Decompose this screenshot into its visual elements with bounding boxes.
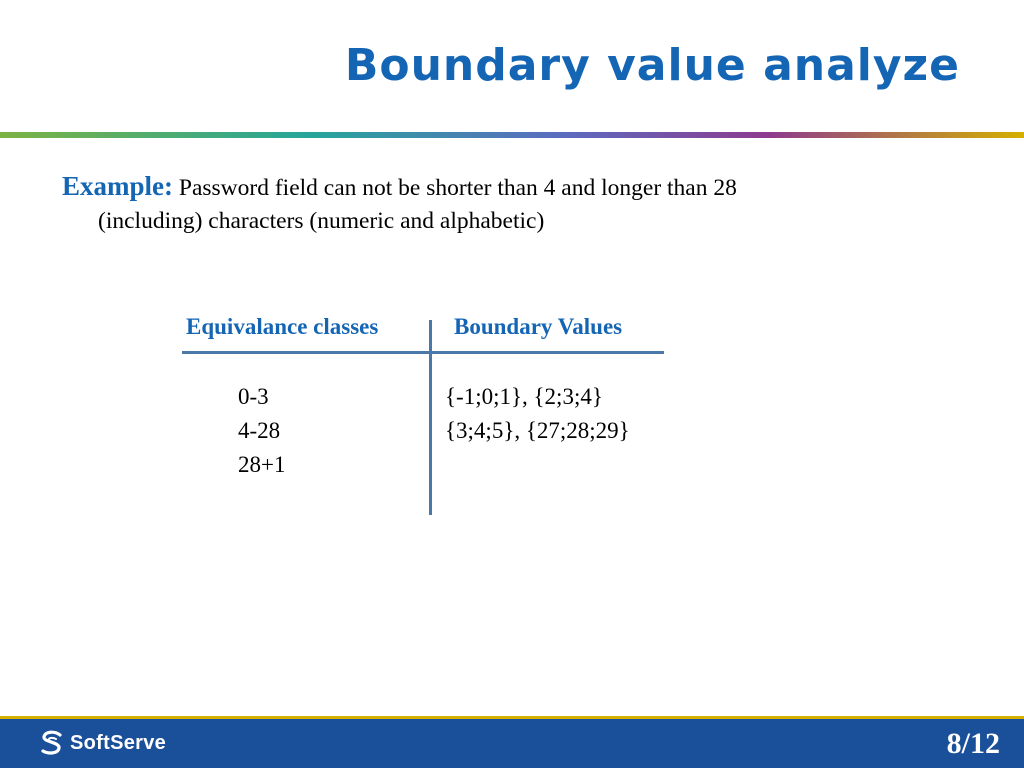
equivalence-class-cell: 0-3: [238, 384, 269, 409]
title-divider: [0, 132, 1024, 138]
softserve-logo-icon: [40, 730, 64, 756]
boundary-values-cell: {-1;0;1}, {2;3;4}: [445, 384, 603, 409]
table-header-rule: [182, 351, 664, 354]
brand-name: SoftServe: [70, 731, 167, 754]
slide-title: Boundary value analyze: [344, 40, 960, 91]
softserve-logo: [40, 730, 166, 756]
equivalence-classes-header: Equivalance classes: [186, 314, 379, 339]
boundary-values-header: Boundary Values: [454, 314, 623, 339]
boundary-values-cell: {3;4;5}, {27;28;29}: [445, 418, 630, 443]
table-column-rule: [429, 320, 432, 515]
example-text-line2: (including) characters (numeric and alphabetic): [98, 208, 545, 234]
equivalence-class-cell: 28+1: [238, 452, 286, 477]
page-number: 8/12: [946, 727, 1000, 760]
example-paragraph: [62, 170, 956, 238]
example-text-line1: Password field can not be shorter than 4 and longer than 28: [178, 175, 737, 201]
equivalence-class-cell: 4-28: [238, 418, 281, 443]
example-label: Example:: [62, 171, 173, 201]
